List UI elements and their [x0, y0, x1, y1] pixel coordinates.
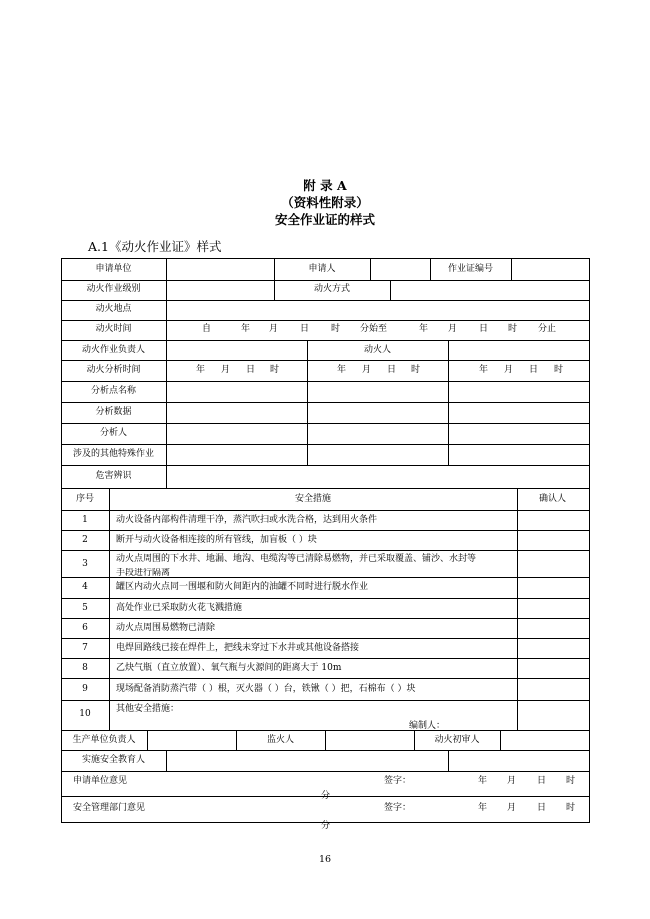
label-production-head: 生产单位负责人	[72, 735, 136, 745]
measure-no: 6	[82, 623, 88, 633]
measure-text: 动火点周围易燃物已清除	[116, 623, 216, 633]
measures-header: 安全措施	[294, 494, 331, 504]
measure-text: 动火设备内部构件清理干净，蒸汽吹扫或水洗合格，达到用火条件	[116, 515, 378, 525]
measure-no: 3	[82, 559, 88, 569]
at3-year: 年	[479, 365, 489, 375]
appendix-note: （资料性附录）	[281, 195, 369, 210]
label-analysis-data: 分析数据	[95, 407, 132, 417]
fire-time-year: 年	[241, 324, 251, 334]
at2-month: 月	[362, 365, 372, 375]
fire-time-day2: 日	[479, 324, 489, 334]
fire-time-month2: 月	[448, 324, 458, 334]
section-title: A.1《动火作业证》样式	[88, 239, 222, 254]
measure-text: 罐区内动火点同一围堰和防火间距内的油罐不同时进行脱水作业	[116, 582, 369, 592]
op2-year: 年	[478, 803, 488, 813]
at2-hour: 时	[411, 365, 421, 375]
at1-day: 日	[246, 365, 256, 375]
fire-time-hour: 时	[331, 324, 341, 334]
op1-month: 月	[507, 776, 517, 786]
label-analysis-point: 分析点名称	[90, 386, 136, 396]
at3-month: 月	[504, 365, 514, 375]
measure-no: 4	[82, 582, 88, 592]
label-permit-no: 作业证编号	[447, 264, 493, 274]
op1-minute: 分	[321, 791, 331, 801]
fire-time-month: 月	[269, 324, 279, 334]
label-applicant-opinion: 申请单位意见	[73, 776, 128, 786]
measure-no: 9	[82, 684, 88, 694]
fire-time-end: 分止	[538, 324, 557, 334]
measure-no: 10	[79, 709, 91, 719]
label-hazard-id: 危害辨识	[95, 471, 132, 481]
op1-hour: 时	[566, 776, 576, 786]
signature-label: 签字：	[384, 776, 412, 786]
measure-text-cont: 手段进行隔离	[116, 568, 171, 576]
at2-year: 年	[337, 365, 347, 375]
op2-minute: 分	[321, 821, 331, 831]
label-fire-person: 动火人	[363, 345, 391, 355]
label-safety-dept-opinion: 安全管理部门意见	[73, 803, 146, 813]
page-number: 16	[318, 854, 332, 865]
op2-month: 月	[507, 803, 517, 813]
appendix-heading: 附 录 A	[303, 178, 347, 193]
at3-day: 日	[529, 365, 539, 375]
measure-text: 乙炔气瓶（直立放置）、氧气瓶与火源间的距离大于 10m	[116, 663, 342, 673]
signature-label: 签字：	[384, 803, 412, 813]
at1-hour: 时	[270, 365, 280, 375]
seq-header: 序号	[75, 494, 94, 504]
measure-text: 断开与动火设备相连接的所有管线，加盲板（ ）块	[116, 535, 317, 545]
label-fire-level: 动火作业级别	[86, 284, 141, 294]
op1-year: 年	[478, 776, 488, 786]
measure-text: 现场配备消防蒸汽带（ ）根，灭火器（ ）台，铁锹（ ）把，石棉布（ ）块	[116, 684, 416, 694]
op2-day: 日	[537, 803, 547, 813]
label-guardian: 监火人	[266, 735, 294, 745]
label-fire-location: 动火地点	[95, 304, 132, 314]
confirm-header: 确认人	[538, 494, 566, 504]
measure-no: 2	[82, 535, 88, 545]
measure-text: 其他安全措施：	[116, 704, 180, 714]
at3-hour: 时	[554, 365, 564, 375]
op2-hour: 时	[566, 803, 576, 813]
measure-text: 电焊回路线已接在焊件上，把线未穿过下水井或其他设备搭接	[116, 643, 360, 653]
fire-time-from: 自	[202, 324, 212, 334]
measure-no: 1	[82, 515, 88, 525]
measure-no: 5	[82, 603, 88, 613]
op1-day: 日	[537, 776, 547, 786]
label-supervisor-in-charge: 动火作业负责人	[81, 345, 145, 355]
compiler-label: 编制人：	[409, 721, 446, 731]
measure-no: 8	[82, 663, 88, 673]
measure-text: 高处作业已采取防火花飞溅措施	[116, 603, 243, 613]
label-other-work: 涉及的其他特殊作业	[72, 449, 154, 459]
label-analyst: 分析人	[99, 428, 127, 438]
fire-time-to: 分始至	[360, 324, 388, 334]
label-fire-time: 动火时间	[95, 324, 132, 334]
label-analysis-time: 动火分析时间	[86, 365, 141, 375]
label-fire-method: 动火方式	[313, 284, 350, 294]
at1-year: 年	[196, 365, 206, 375]
label-applicant-unit: 申请单位	[95, 264, 132, 274]
measure-no: 7	[82, 643, 88, 653]
at2-day: 日	[387, 365, 397, 375]
fire-time-day: 日	[300, 324, 310, 334]
label-initial-reviewer: 动火初审人	[434, 735, 480, 745]
at1-month: 月	[221, 365, 231, 375]
appendix-title: 安全作业证的样式	[274, 212, 375, 227]
measure-text: 动火点周围的下水井、地漏、地沟、电缆沟等已清除易燃物，并已采取覆盖、铺沙、水封等	[116, 554, 477, 564]
fire-time-hour2: 时	[508, 324, 518, 334]
label-applicant: 申请人	[308, 264, 336, 274]
fire-time-year2: 年	[419, 324, 429, 334]
label-safety-educator: 实施安全教育人	[81, 755, 145, 765]
